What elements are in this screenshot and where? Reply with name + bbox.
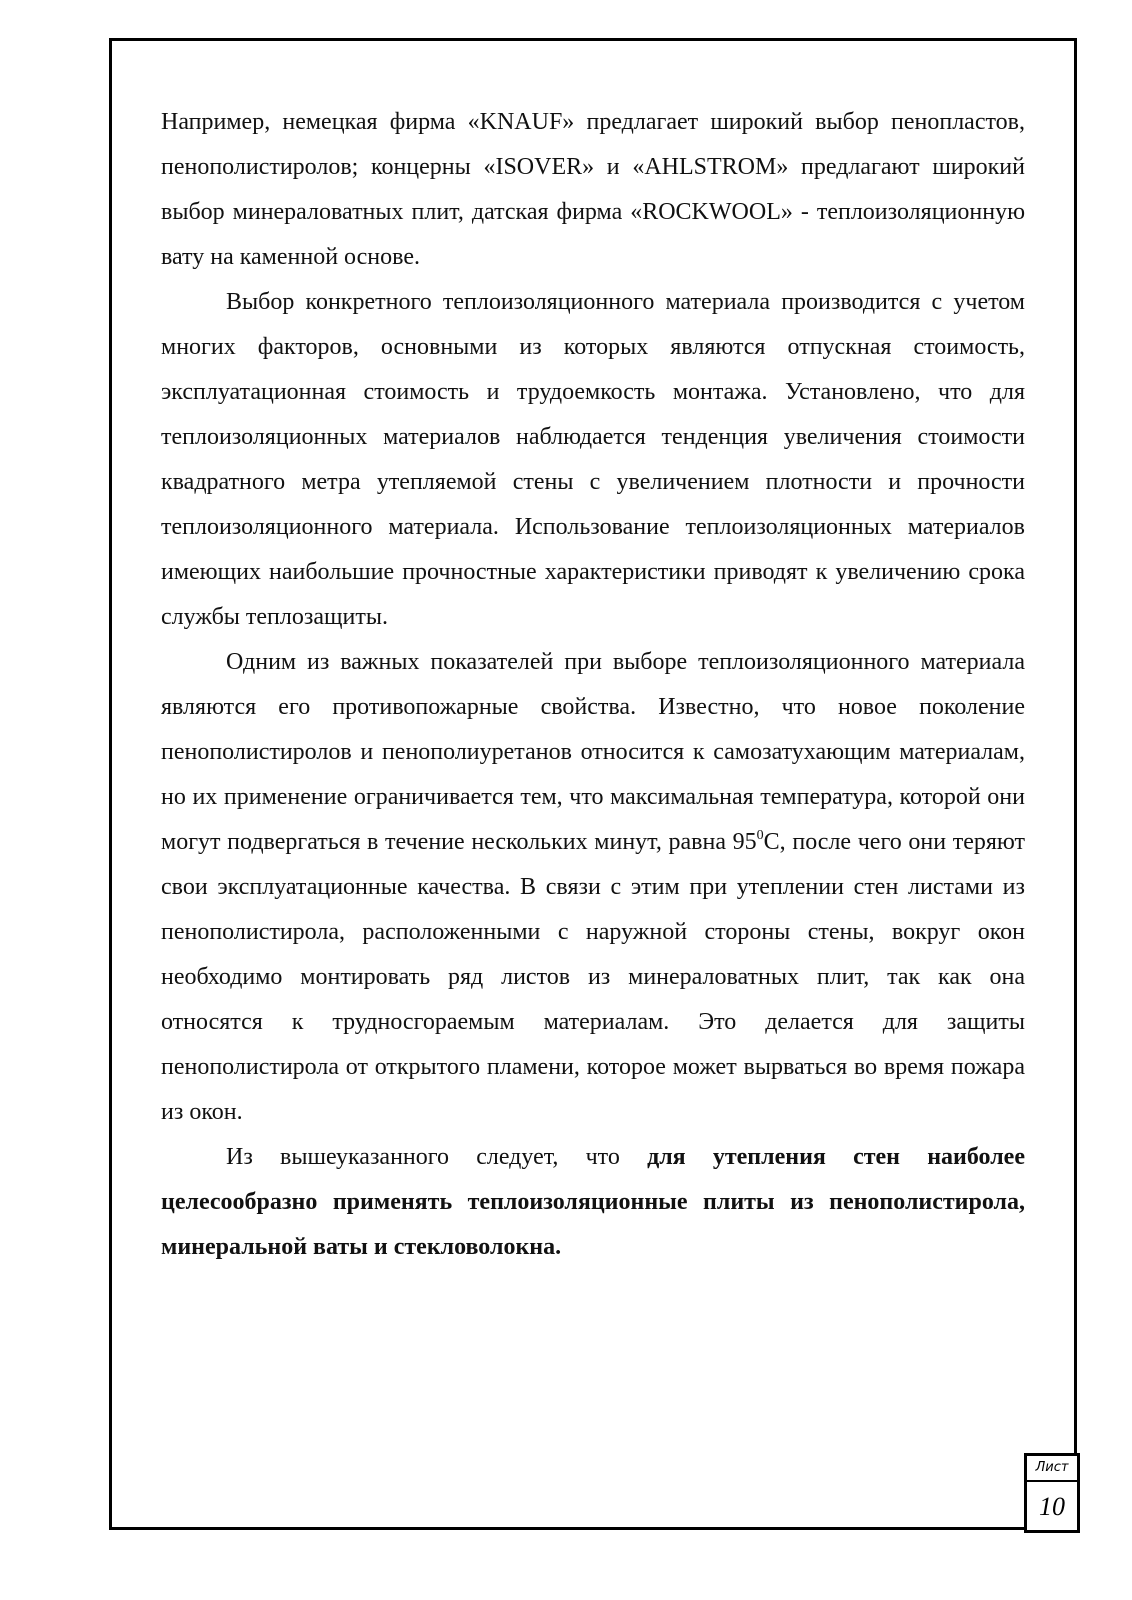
- sheet-label: Лист: [1027, 1456, 1077, 1482]
- paragraph-fire-properties: [161, 640, 1025, 1135]
- paragraph-manufacturers: Например, немецкая фирма «KNAUF» предлагает широкий выбор пенопластов, пенополистиролов; концерны «ISOVER» и «AHLSTROM» предлагают широкий выбор минераловатных плит, датская фирма «ROCKWOOL» - теплоизоляционную вату на каменной основе.: [161, 109, 1025, 270]
- conclusion-lead: Из вышеуказанного следует, что: [226, 1144, 648, 1170]
- sheet-number-box: [1024, 1453, 1080, 1533]
- degree-superscript: 0: [756, 828, 764, 843]
- sheet-number: 10: [1039, 1492, 1065, 1521]
- paragraph-material-choice: Выбор конкретного теплоизоляционного материала производится с учетом многих факторов, основными из которых являются отпускная стоимость, эксплуатационная стоимость и трудоемкость монтажа. Установлено, что для теплоизоляционных материалов наблюдается тенденция увеличения стоимости квадратного метра утепляемой стены с увеличением плотности и прочности теплоизоляционного материала. Использование теплоизоляционных материалов имеющих наибольшие прочностные характеристики приводят к увеличению срока службы теплозащиты.: [161, 289, 1025, 630]
- paragraph-conclusion: [161, 1135, 1025, 1270]
- document-body: [161, 100, 1025, 1270]
- conclusion-bold: для утепления стен наиболее целесообразно применять теплоизоляционные плиты из пенополистирола, минеральной ваты и стекловолокна.: [161, 1144, 1025, 1260]
- fire-text-part2: С, после чего они теряют свои эксплуатационные качества. В связи с этим при утеплении стен листами из пенополистирола, расположенными с наружной стороны стены, вокруг окон необходимо монтировать ряд листов из минераловатных плит, так как она относятся к трудносгораемым материалам. Это делается для защиты пенополистирола от открытого пламени, которое может вырваться во время пожара из окон.: [161, 829, 1026, 1125]
- fire-text-part1: Одним из важных показателей при выборе теплоизоляционного материала являются его противопожарные свойства. Известно, что новое поколение пенополистиролов и пенополиуретанов относится к самозатухающим материалам, но их применение ограничивается тем, что максимальная температура, которой они могут подвергаться в течение нескольких минут, равна 95: [161, 649, 1025, 855]
